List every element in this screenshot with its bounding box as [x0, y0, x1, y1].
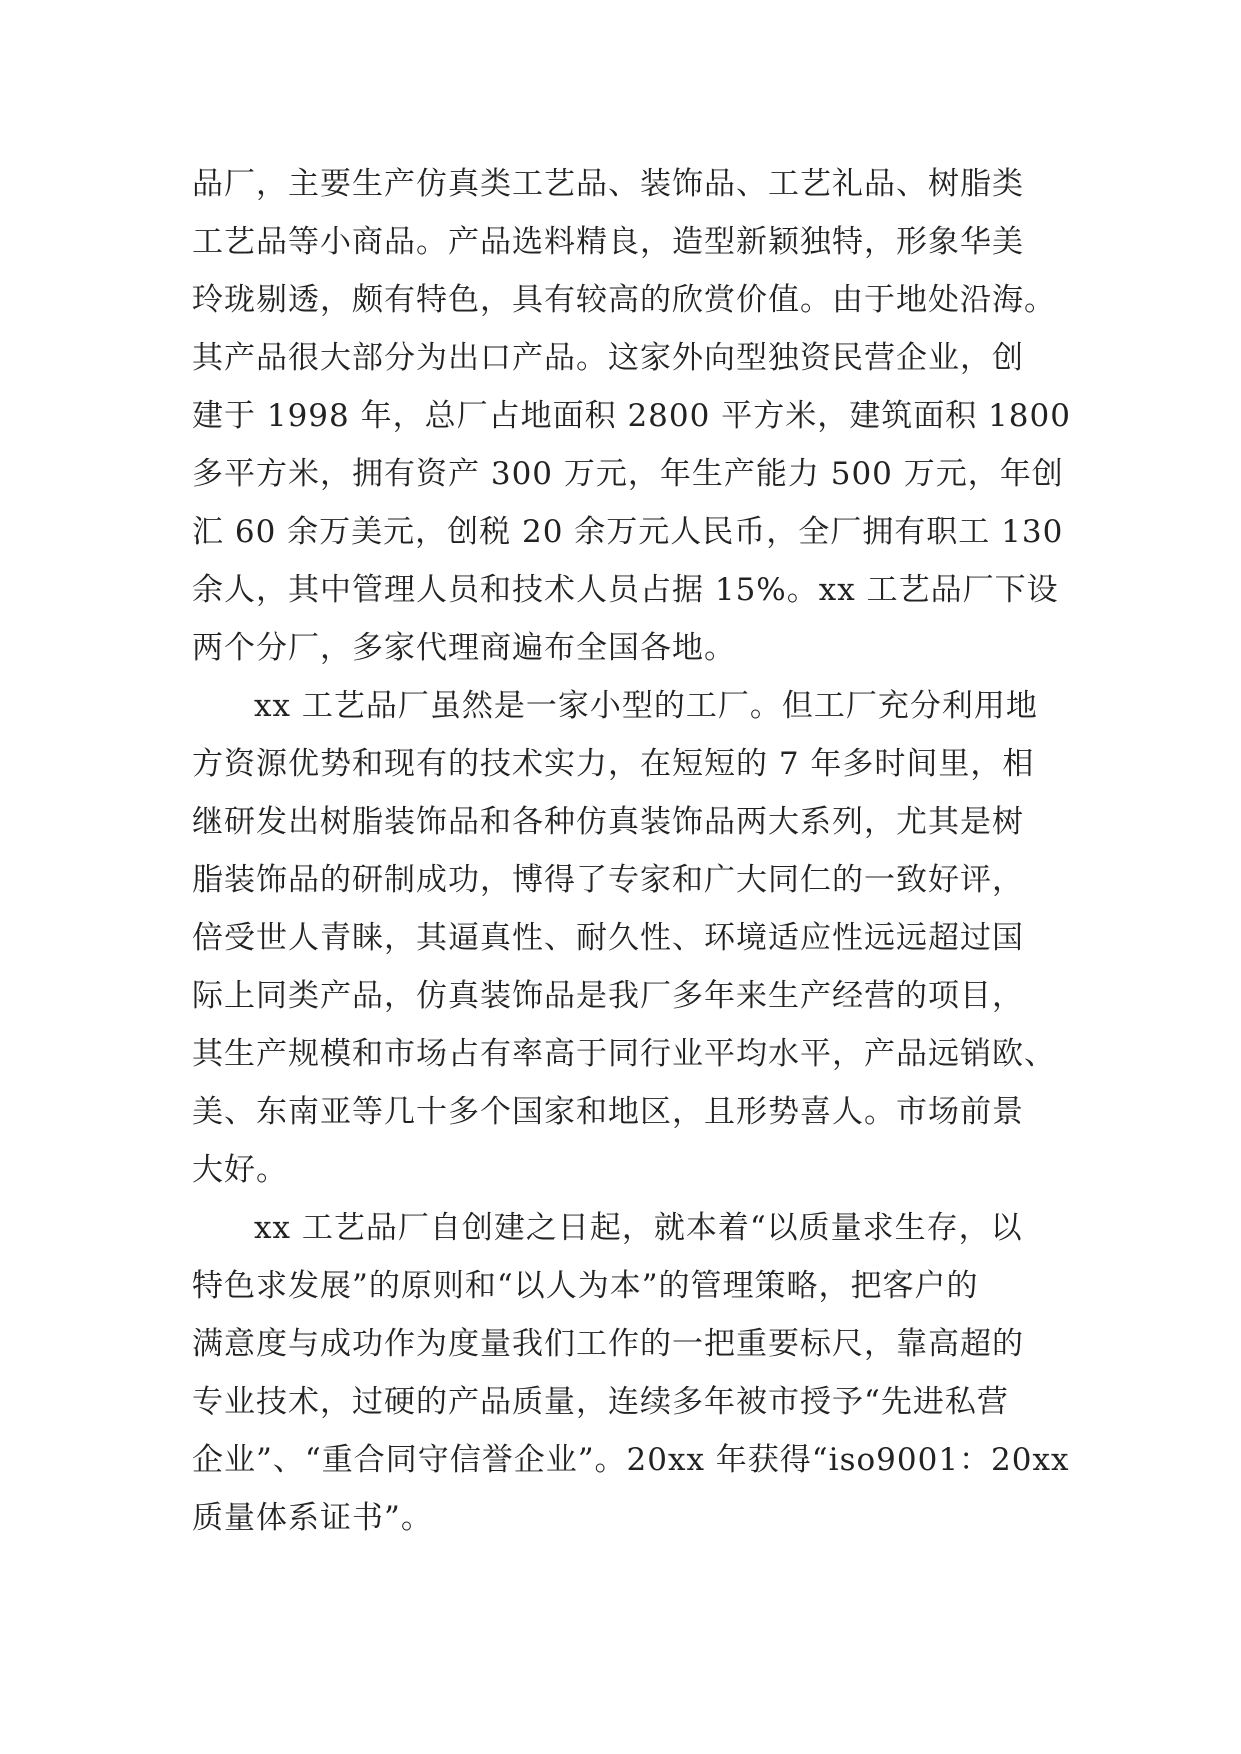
body-text — [192, 155, 1071, 1547]
text-line: xx 工艺品厂自创建之日起，就本着“以质量求生存，以 — [254, 1210, 1023, 1246]
text-line: 多平方米，拥有资产 300 万元，年生产能力 500 万元，年创 — [192, 456, 1064, 492]
text-line: 继研发出树脂装饰品和各种仿真装饰品两大系列，尤其是树 — [192, 804, 1024, 840]
text-line: 两个分厂，多家代理商遍布全国各地。 — [192, 630, 736, 666]
text-line: xx 工艺品厂虽然是一家小型的工厂。但工厂充分利用地 — [254, 688, 1038, 724]
text-line: 脂装饰品的研制成功，博得了专家和广大同仁的一致好评， — [192, 862, 1024, 898]
text-line: 大好。 — [192, 1152, 288, 1188]
text-line: 方资源优势和现有的技术实力，在短短的 7 年多时间里，相 — [192, 746, 1035, 782]
text-line: 品厂，主要生产仿真类工艺品、装饰品、工艺礼品、树脂类 — [192, 166, 1024, 202]
text-line: 特色求发展”的原则和“以人为本”的管理策略，把客户的 — [192, 1268, 979, 1304]
text-line: 汇 60 余万美元，创税 20 余万元人民币，全厂拥有职工 130 — [192, 514, 1064, 550]
text-line: 工艺品等小商品。产品选料精良，造型新颖独特，形象华美 — [192, 224, 1024, 260]
text-line: 其生产规模和市场占有率高于同行业平均水平，产品远销欧、 — [192, 1036, 1056, 1072]
text-line: 际上同类产品，仿真装饰品是我厂多年来生产经营的项目， — [192, 978, 1024, 1014]
paragraph-1 — [192, 155, 1071, 677]
text-line: 倍受世人青睐，其逼真性、耐久性、环境适应性远远超过国 — [192, 920, 1024, 956]
paragraph-3 — [192, 1199, 1070, 1547]
text-line: 余人，其中管理人员和技术人员占据 15%。xx 工艺品厂下设 — [192, 572, 1059, 608]
text-line: 美、东南亚等几十多个国家和地区，且形势喜人。市场前景 — [192, 1094, 1024, 1130]
text-line: 满意度与成功作为度量我们工作的一把重要标尺，靠高超的 — [192, 1326, 1024, 1362]
text-line: 企业”、“重合同守信誉企业”。20xx 年获得“iso9001：20xx — [192, 1442, 1070, 1478]
text-line: 专业技术，过硬的产品质量，连续多年被市授予“先进私营 — [192, 1384, 1009, 1420]
paragraph-2 — [192, 677, 1056, 1199]
text-line: 质量体系证书”。 — [192, 1500, 433, 1536]
text-line: 其产品很大部分为出口产品。这家外向型独资民营企业，创 — [192, 340, 1024, 376]
text-line: 玲珑剔透，颇有特色，具有较高的欣赏价值。由于地处沿海。 — [192, 282, 1056, 318]
text-line: 建于 1998 年，总厂占地面积 2800 平方米，建筑面积 1800 — [192, 398, 1071, 434]
